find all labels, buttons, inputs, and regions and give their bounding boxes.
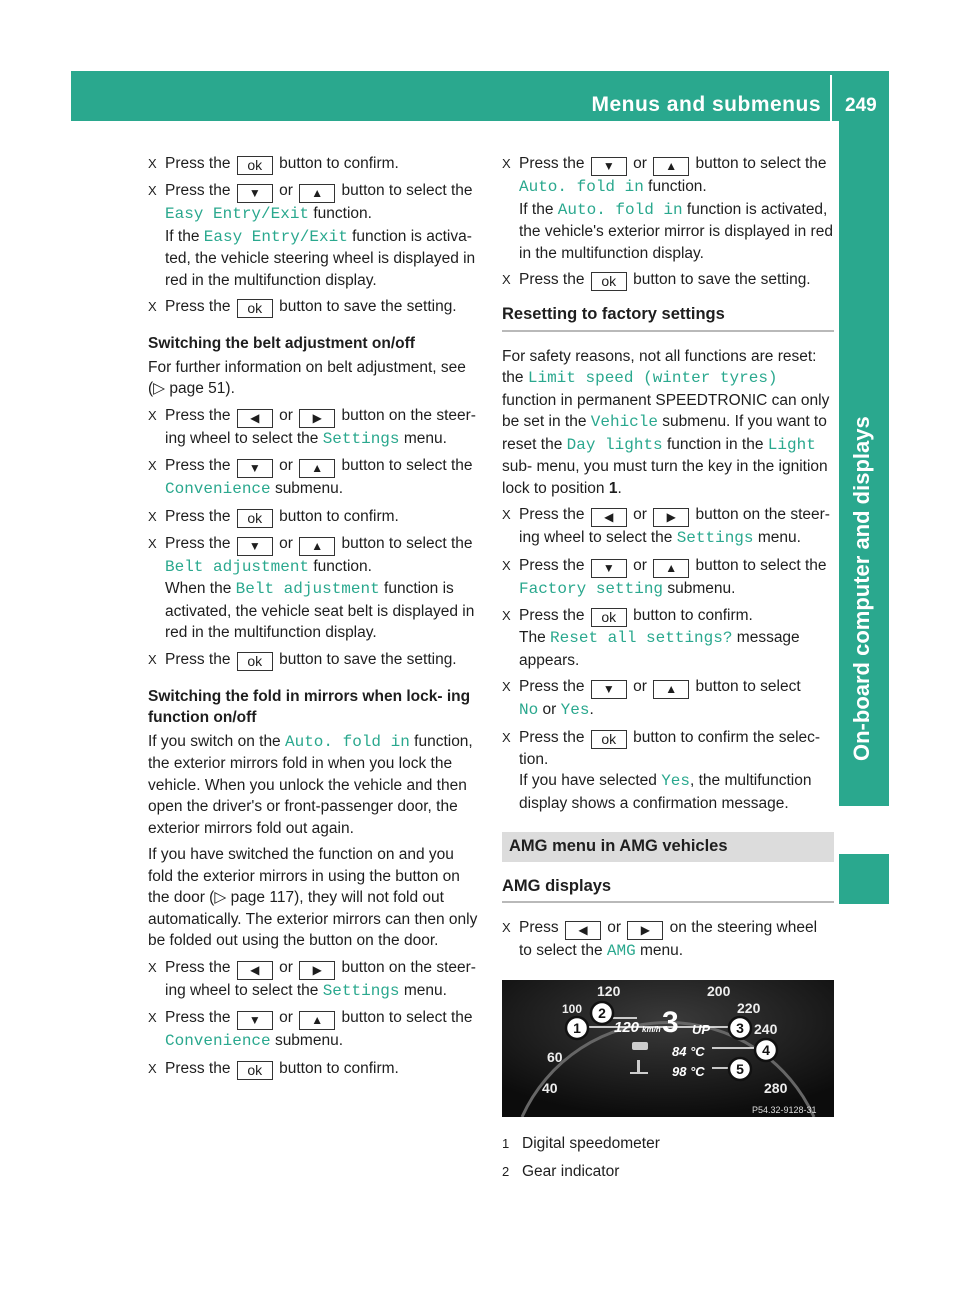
left-key-icon: ◀ (591, 508, 627, 527)
step-reset-final: X Press the ok button to confirm the selec- tion. If you have selected Yes, the multifunction display shows a confirmation message. (502, 727, 834, 815)
right-column (502, 153, 834, 1188)
oil-temperature: 84 °C (672, 1043, 705, 1059)
heading-belt-adjustment: Switching the belt adjustment on/off (148, 335, 415, 352)
down-key-icon: ▼ (591, 559, 627, 578)
down-key-icon: ▼ (237, 1011, 273, 1030)
step-confirm: X Press the ok button to confirm. (148, 153, 482, 175)
ok-key-icon: ok (591, 730, 627, 749)
up-key-icon: ▲ (299, 1011, 335, 1030)
callout-1: 1 (573, 1019, 581, 1036)
step-fold-convenience: X Press the ▼ or ▲ button to select the Convenience submenu. (148, 1007, 482, 1053)
coolant-temperature: 98 °C (672, 1063, 705, 1079)
down-key-icon: ▼ (237, 459, 273, 478)
amg-section-bar: AMG menu in AMG vehicles (502, 832, 834, 862)
digital-speed: 120 (614, 1018, 640, 1036)
page-number: 249 (845, 95, 877, 116)
step-belt-settings: X Press the ◀ or ▶ button on the steer- ing wheel to select the Settings menu. (148, 405, 482, 451)
left-key-icon: ◀ (237, 409, 273, 428)
scale-280: 280 (764, 1079, 788, 1096)
scale-220: 220 (737, 999, 761, 1016)
figure-code: P54.32-9128-31 (752, 1104, 817, 1115)
chapter-sidebar (839, 121, 889, 806)
oil-temp-icon (632, 1042, 648, 1050)
step-fold-settings: X Press the ◀ or ▶ button on the steer- ing wheel to select the Settings menu. (148, 957, 482, 1003)
right-key-icon: ▶ (627, 921, 663, 940)
chapter-tab-marker (839, 854, 889, 904)
speed-unit: km/h (642, 1024, 661, 1034)
down-key-icon: ▼ (237, 184, 273, 203)
ok-key-icon: ok (237, 509, 273, 528)
up-key-icon: ▲ (299, 184, 335, 203)
page-header (71, 71, 889, 121)
heading-reset: Resetting to factory settings (502, 304, 834, 332)
header-divider (830, 75, 832, 121)
scale-60: 60 (547, 1048, 563, 1065)
step-reset-select: X Press the ▼ or ▲ button to select No or Yes. (502, 676, 834, 722)
scale-120: 120 (597, 982, 621, 999)
up-key-icon: ▲ (299, 459, 335, 478)
step-select-easy-entry: X Press the ▼ or ▲ button to select the Easy Entry/Exit function. If the Easy Entry/Exit function is activa- ted, the vehicle steering wheel is displayed in red in the multifunction display. (148, 180, 482, 291)
right-key-icon: ▶ (653, 508, 689, 527)
callout-2: 2 (598, 1004, 606, 1021)
belt-intro: For further information on belt adjustment, see (▷ page 51). (148, 358, 466, 397)
chapter-label: On-board computer and displays (849, 416, 874, 761)
step-belt-save: X Press the ok button to save the setting. (148, 649, 482, 671)
scale-100: 100 (562, 1001, 583, 1016)
legend-item: 1 Digital speedometer (502, 1133, 834, 1155)
down-key-icon: ▼ (591, 680, 627, 699)
callout-5: 5 (736, 1060, 744, 1077)
step-belt-select: X Press the ▼ or ▲ button to select the Belt adjustment function. When the Belt adjustment function is activated, the vehicle seat belt is displayed in red in the multifunction display. (148, 533, 482, 644)
down-key-icon: ▼ (237, 537, 273, 556)
up-key-icon: ▲ (653, 559, 689, 578)
upshift-indicator: UP (692, 1021, 711, 1037)
ok-key-icon: ok (237, 156, 273, 175)
step-select-auto-fold: X Press the ▼ or ▲ button to select the Auto. fold in function. If the Auto. fold in function is activated, the vehicle's exterior mirror is displayed in red in the multifunction display. (502, 153, 834, 264)
left-key-icon: ◀ (237, 961, 273, 980)
fold-paragraph-1: If you switch on the Auto. fold in function, the exterior mirrors fold in when you lock the vehicle. When you unlock the vehicle and then open the driver's or front-passenger door, the exterior mirrors fold out again. (148, 732, 473, 837)
scale-40: 40 (542, 1079, 558, 1096)
gear-number: 3 (662, 1005, 679, 1039)
amg-dashboard-image (502, 980, 834, 1117)
step-amg-menu: X Press ◀ or ▶ on the steering wheel to select the AMG menu. (502, 917, 834, 963)
ok-key-icon: ok (591, 272, 627, 291)
right-key-icon: ▶ (299, 409, 335, 428)
step-auto-fold-save: X Press the ok button to save the setting. (502, 269, 834, 291)
down-key-icon: ▼ (591, 157, 627, 176)
step-save: X Press the ok button to save the setting. (148, 296, 482, 318)
scale-200: 200 (707, 982, 731, 999)
heading-amg-displays: AMG displays (502, 876, 834, 904)
legend-item: 2 Gear indicator (502, 1161, 834, 1183)
ok-key-icon: ok (237, 299, 273, 318)
up-key-icon: ▲ (653, 680, 689, 699)
up-key-icon: ▲ (299, 537, 335, 556)
ok-key-icon: ok (237, 652, 273, 671)
callout-4: 4 (762, 1041, 770, 1058)
coolant-temp-icon (637, 1060, 640, 1072)
ok-key-icon: ok (591, 608, 627, 627)
step-belt-confirm: X Press the ok button to confirm. (148, 506, 482, 528)
heading-fold-mirrors: Switching the fold in mirrors when lock- ing function on/off (148, 687, 471, 726)
easy-entry-function: Easy Entry/Exit (165, 205, 310, 223)
fold-paragraph-2: If you have switched the function on and you fold the exterior mirrors in using the button on the door (▷ page 117), they will not fold out automatically. The exterior mirrors can then only be folded out using the button on the door. (148, 846, 478, 949)
step-fold-confirm: X Press the ok button to confirm. (148, 1058, 482, 1080)
legend-number: 1 (502, 1136, 510, 1151)
section-title: Menus and submenus (591, 93, 821, 116)
ok-key-icon: ok (237, 1061, 273, 1080)
left-key-icon: ◀ (565, 921, 601, 940)
legend-number: 2 (502, 1163, 510, 1179)
scale-240: 240 (754, 1020, 778, 1037)
step-belt-convenience: X Press the ▼ or ▲ button to select the Convenience submenu. (148, 455, 482, 501)
left-column (148, 153, 482, 1085)
right-key-icon: ▶ (299, 961, 335, 980)
reset-intro: For safety reasons, not all functions are reset: the Limit speed (winter tyres) function in permanent SPEEDTRONIC can only be set in the Vehicle submenu. If you want to reset the Day lights function in the Light sub- menu, you must turn the key in the ignition lock to position 1. (502, 347, 830, 497)
up-key-icon: ▲ (653, 157, 689, 176)
step-reset-factory: X Press the ▼ or ▲ button to select the Factory setting submenu. (502, 555, 834, 601)
step-reset-settings: X Press the ◀ or ▶ button on the steer- ing wheel to select the Settings menu. (502, 504, 834, 550)
callout-3: 3 (736, 1019, 744, 1036)
step-reset-confirm: X Press the ok button to confirm. The Reset all settings? message appears. (502, 605, 834, 671)
